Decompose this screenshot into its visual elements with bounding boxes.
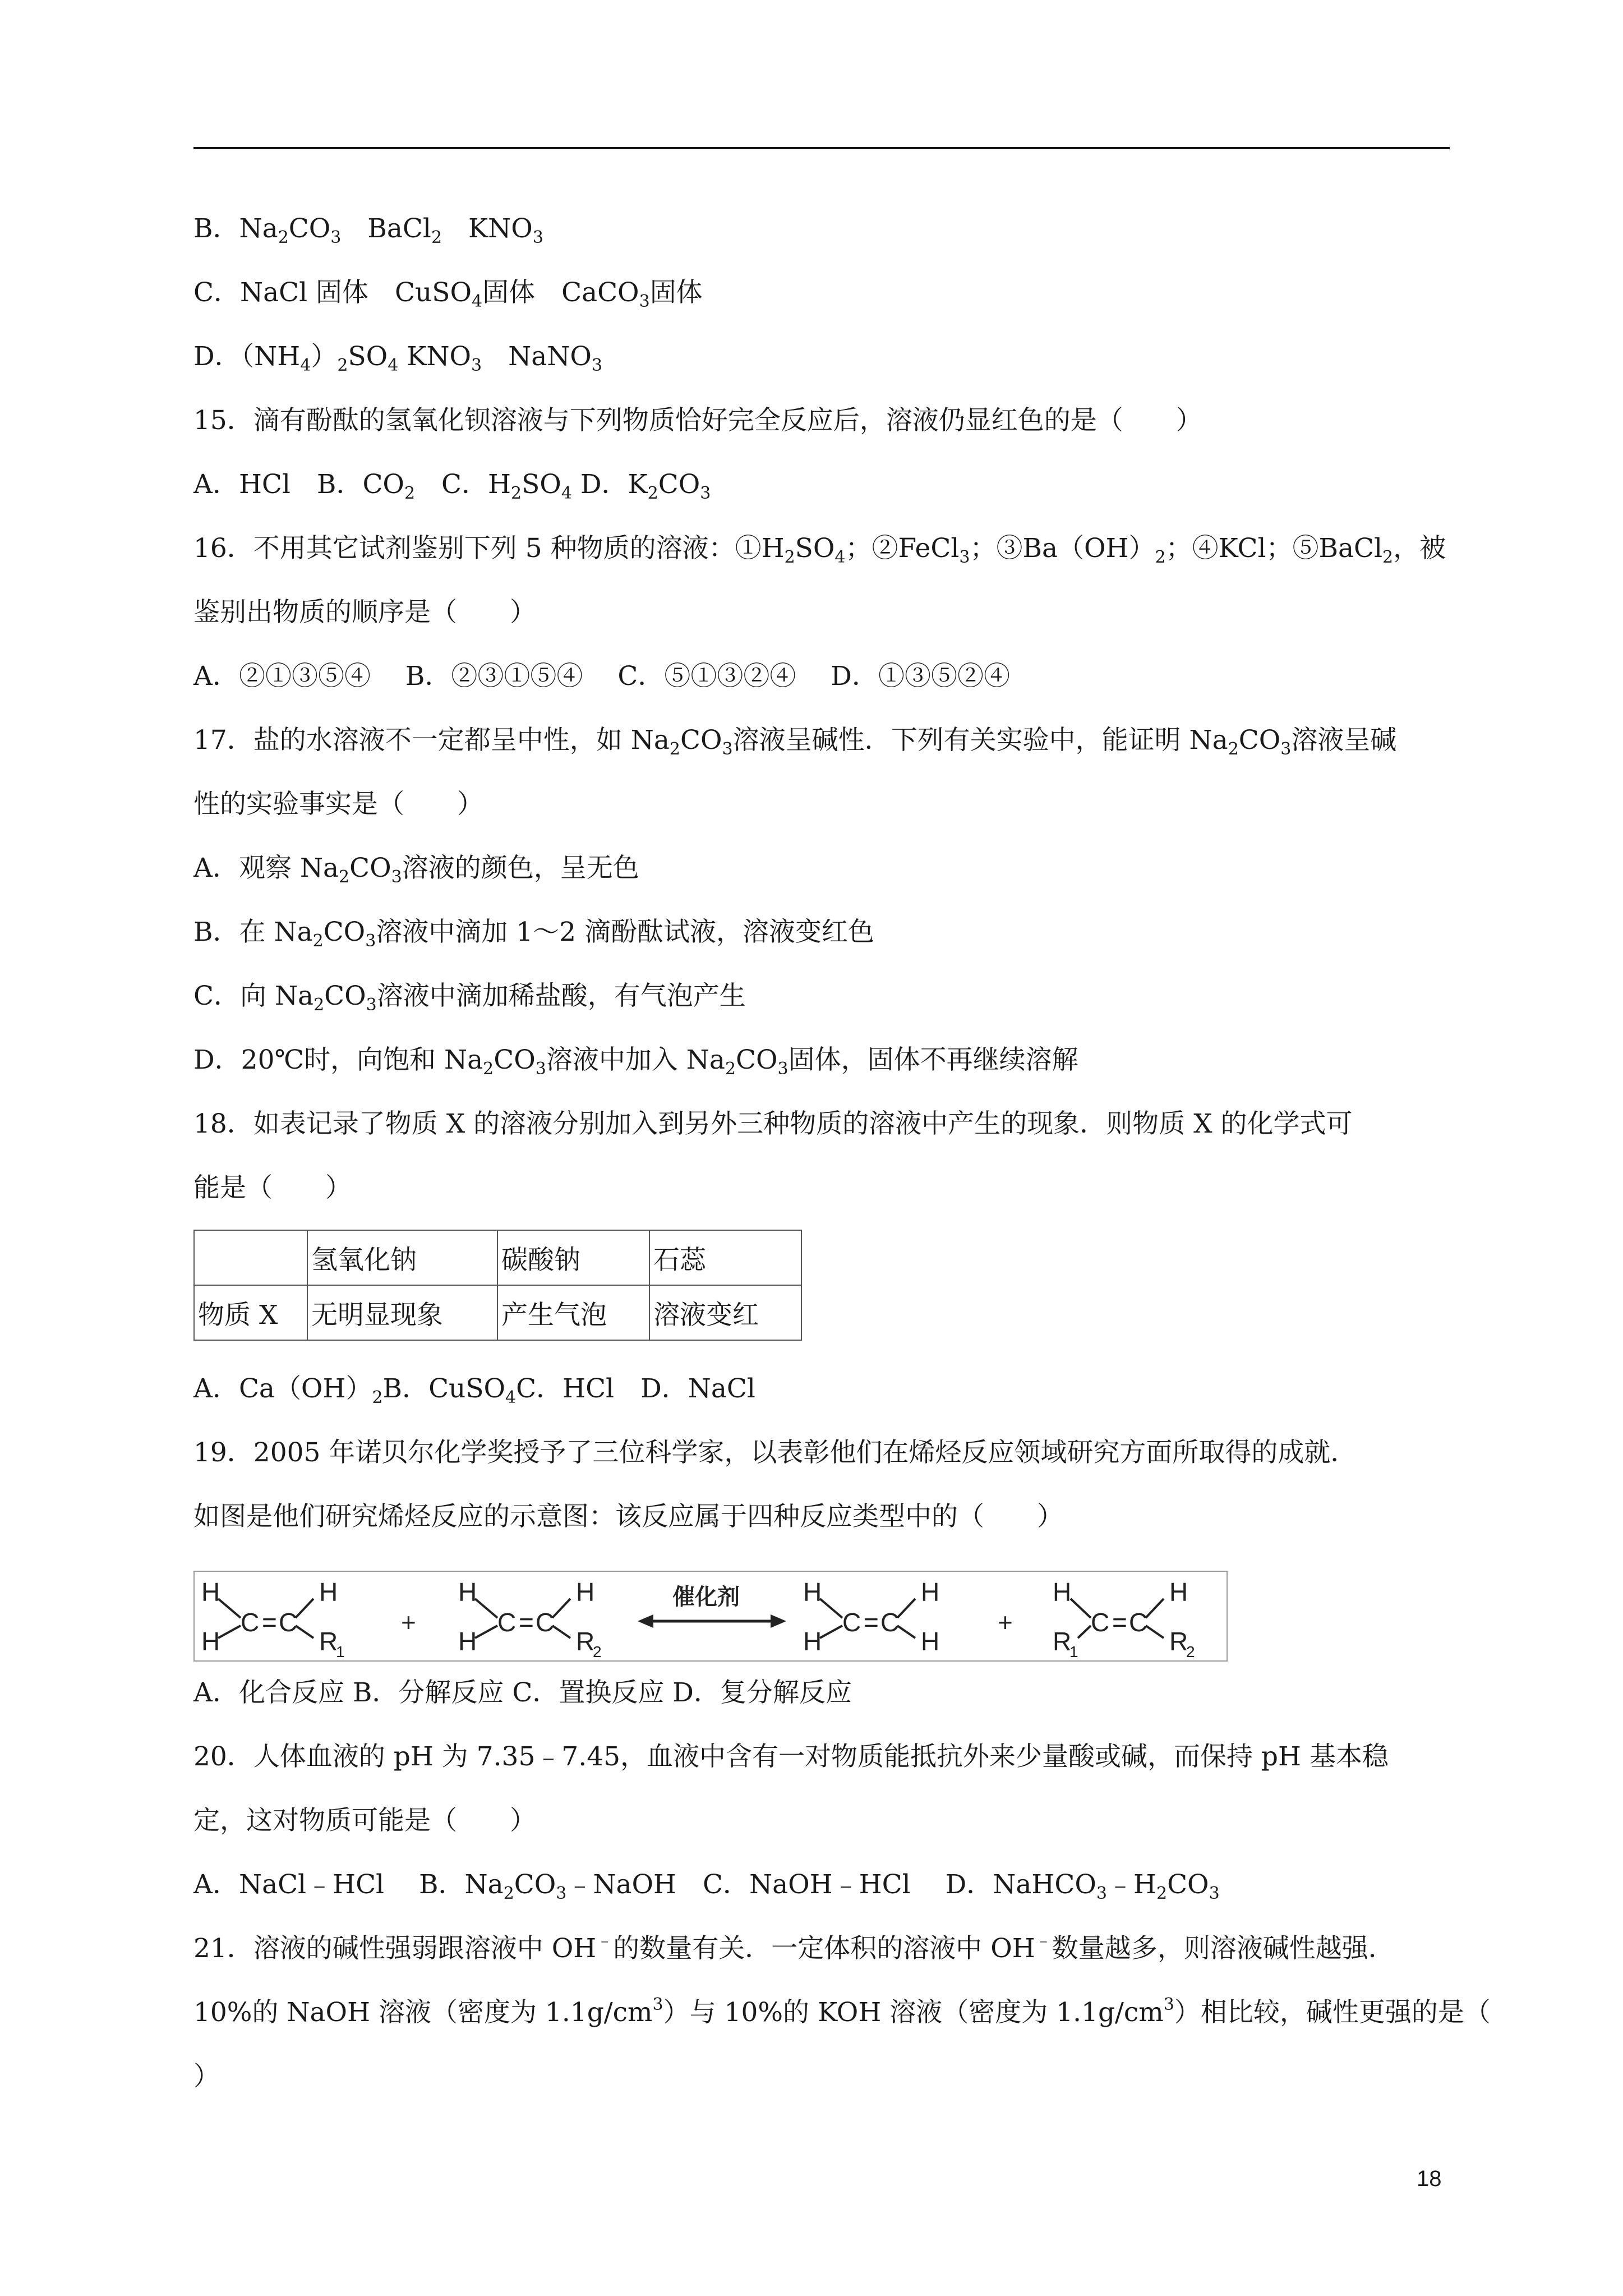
catalyst-label: 催化剂 (672, 1585, 740, 1609)
subscript: 3 (1209, 1884, 1220, 1903)
atom-label: R (576, 1627, 595, 1656)
atom-label: H (921, 1577, 940, 1607)
superscript: ﹣ (1035, 1931, 1052, 1950)
bond-line (820, 1626, 842, 1638)
text-run: KNO (398, 341, 472, 372)
atom-label: C (842, 1608, 861, 1637)
question-20 (193, 1740, 1389, 1774)
atom-subscript: 2 (593, 1643, 602, 1660)
question-17-option-c (193, 979, 746, 1013)
subscript: 3 (535, 1059, 546, 1079)
superscript: 3 (1163, 1995, 1174, 2014)
superscript: 3 (652, 1995, 663, 2014)
text-run: D．20℃时，向饱和 Na (193, 1045, 483, 1075)
question-17-option-a (193, 852, 639, 885)
table-header-row (194, 1230, 801, 1285)
question-15 (193, 404, 1202, 438)
atom-label: H (1169, 1577, 1188, 1607)
text-run: A．化合反应 B．分解反应 C．置换反应 D．复分解反应 (193, 1677, 852, 1708)
subscript: 3 (471, 356, 482, 375)
text-run: 17．盐的水溶液不一定都呈中性，如 Na (193, 725, 670, 756)
bond-line (897, 1599, 915, 1618)
subscript: 4 (388, 356, 399, 375)
atom-subscript: 1 (336, 1643, 345, 1660)
text-run: CO (349, 853, 391, 884)
text-run: 溶液的颜色，呈无色 (402, 853, 639, 884)
subscript: 3 (700, 484, 711, 503)
text-run: ；②FeCl (845, 533, 960, 564)
atom-label: R (1053, 1627, 1072, 1656)
text-run: 溶液中滴加稀盐酸，有气泡产生 (376, 981, 746, 1011)
bond-line (1146, 1599, 1164, 1618)
subscript: 2 (669, 739, 680, 759)
bond-label: = (262, 1608, 277, 1637)
olefin-metathesis-diagram (193, 1571, 1228, 1662)
subscript: 3 (722, 739, 733, 759)
text-run: ） (311, 341, 338, 372)
text-run: CO (514, 1869, 556, 1900)
atom-label: R (1169, 1627, 1188, 1656)
atom-label: H (458, 1627, 477, 1656)
bond-line (1071, 1599, 1091, 1618)
subscript: 3 (959, 547, 970, 567)
text-run: 数量越多，则溶液碱性越强． (1052, 1933, 1395, 1964)
subscript: 3 (330, 228, 342, 247)
table-cell: 产生气泡 (497, 1285, 649, 1340)
option-line (193, 340, 602, 374)
atom-label: C (1091, 1608, 1110, 1637)
text-run: 15．滴有酚酞的氢氧化钡溶液与下列物质恰好完全反应后，溶液仍显红色的是（ ） (193, 405, 1202, 436)
text-run: 鉴别出物质的顺序是（ ） (193, 597, 536, 628)
subscript: 3 (1280, 739, 1292, 759)
text-run: 溶液中滴加 1～2 滴酚酞试液，溶液变红色 (376, 917, 874, 947)
plus-sign: + (998, 1608, 1013, 1637)
question-19-cont (193, 1500, 1063, 1534)
subscript: 4 (300, 356, 311, 375)
text-run: CO (324, 981, 366, 1011)
question-19-options (193, 1676, 852, 1710)
question-21-cont (193, 1996, 1491, 2030)
question-20-cont (193, 1804, 536, 1838)
subscript: 2 (1156, 1884, 1168, 1903)
atom-subscript: 1 (1069, 1643, 1078, 1660)
text-run: C．HCl D．NaCl (516, 1373, 755, 1404)
question-16-cont (193, 596, 536, 629)
text-run: 性的实验事实是（ ） (193, 789, 483, 820)
atom-label: C (241, 1608, 260, 1637)
text-run: 20．人体血液的 pH 为 7.35﹣7.45，血液中含有一对物质能抵抗外来少量酸或碱，而保持 pH 基本稳 (193, 1741, 1389, 1772)
text-run: A．HCl B．CO (193, 469, 404, 500)
text-run: A．NaCl﹣HCl B．Na (193, 1869, 504, 1900)
text-run: 10%的 NaOH 溶液（密度为 1.1g/cm (193, 1997, 653, 2028)
page-number: 18 (1417, 2166, 1442, 2191)
arrow-head-left (638, 1614, 653, 1628)
bond-line (1078, 1626, 1091, 1638)
text-run: ） (193, 2061, 220, 2092)
text-run: SO (522, 469, 561, 500)
atom-label: H (576, 1577, 595, 1607)
superscript: ﹣ (596, 1931, 614, 1950)
bond-line (218, 1599, 241, 1618)
text-run: CO (288, 213, 331, 244)
question-20-options (193, 1868, 1220, 1902)
arrow-head-right (771, 1614, 786, 1628)
bond-label: = (519, 1608, 534, 1637)
question-15-options (193, 468, 711, 501)
text-run: C．H (415, 469, 511, 500)
subscript: 2 (278, 228, 289, 247)
text-run: 定，这对物质可能是（ ） (193, 1805, 536, 1836)
question-19 (193, 1436, 1357, 1470)
question-16-options (193, 660, 1010, 693)
subscript: 3 (1096, 1884, 1107, 1903)
subscript: 3 (366, 995, 377, 1015)
subscript: 2 (313, 995, 325, 1015)
subscript: 2 (337, 356, 348, 375)
text-run: SO (795, 533, 835, 564)
text-run: 溶液呈碱性．下列有关实验中，能证明 Na (732, 725, 1228, 756)
subscript: 3 (391, 867, 402, 887)
subscript: 2 (404, 484, 416, 503)
table-cell: 碳酸钠 (497, 1230, 649, 1285)
atom-label: H (201, 1627, 220, 1656)
bond-line (820, 1599, 842, 1618)
text-run: KNO (442, 213, 533, 244)
text-run: B．Na (193, 213, 278, 244)
text-run: B．CuSO (382, 1373, 506, 1404)
text-run: 21．溶液的碱性强弱跟溶液中 OH (193, 1933, 597, 1964)
text-run: CO (736, 1045, 778, 1075)
subscript: 2 (725, 1059, 736, 1079)
atom-label: H (319, 1577, 338, 1607)
subscript: 3 (365, 931, 376, 951)
subscript: 3 (639, 292, 650, 311)
text-run: 18．如表记录了物质 X 的溶液分别加入到另外三种物质的溶液中产生的现象．则物质 X 的化学式可 (193, 1108, 1353, 1139)
subscript: 3 (591, 356, 603, 375)
atom-label: C (497, 1608, 517, 1637)
table-cell: 溶液变红 (649, 1285, 801, 1340)
text-run: A．Ca（OH） (193, 1373, 372, 1404)
bond-line (897, 1626, 915, 1638)
subscript: 4 (834, 547, 846, 567)
text-run: CO (1238, 725, 1281, 756)
text-run: CO (658, 469, 700, 500)
table-row (194, 1285, 801, 1340)
question-18-cont (193, 1171, 352, 1205)
subscript: 3 (532, 228, 543, 247)
text-run: 19．2005 年诺贝尔化学奖授予了三位科学家，以表彰他们在烯烃反应领域研究方面所取得的成就． (193, 1437, 1357, 1468)
subscript: 3 (777, 1059, 789, 1079)
text-run: A．观察 Na (193, 853, 339, 884)
subscript: 3 (556, 1884, 567, 1903)
question-18 (193, 1107, 1352, 1141)
subscript: 2 (1228, 739, 1239, 759)
table-cell: 物质 X (194, 1285, 307, 1340)
atom-label: H (458, 1577, 477, 1607)
text-run: 如图是他们研究烯烃反应的示意图：该反应属于四种反应类型中的（ ） (193, 1501, 1063, 1532)
text-run: ）与 10%的 KOH 溶液（密度为 1.1g/cm (663, 1997, 1164, 2028)
atom-subscript: 2 (1186, 1643, 1195, 1660)
subscript: 2 (483, 1059, 494, 1079)
text-run: ﹣NaOH C．NaOH﹣HCl D．NaHCO (566, 1869, 1096, 1900)
text-run: ，被 (1393, 533, 1446, 564)
subscript: 2 (647, 484, 658, 503)
text-run: CO (680, 725, 722, 756)
table-cell (194, 1230, 307, 1285)
text-run: 能是（ ） (193, 1172, 352, 1203)
bond-line (1146, 1626, 1164, 1638)
question-18-options (193, 1372, 755, 1406)
text-run: BaCl (341, 213, 431, 244)
subscript: 2 (1155, 547, 1166, 567)
text-run: 固体，固体不再继续溶解 (788, 1045, 1078, 1075)
text-run: CO (323, 917, 366, 947)
atom-label: C (880, 1608, 900, 1637)
subscript: 2 (784, 547, 795, 567)
text-run: B．在 Na (193, 917, 313, 947)
subscript: 4 (472, 292, 483, 311)
bond-line (552, 1599, 570, 1618)
question-17-cont (193, 788, 483, 821)
subscript: 2 (431, 228, 442, 247)
bond-label: = (1112, 1608, 1127, 1637)
atom-label: C (536, 1608, 555, 1637)
option-line (193, 212, 543, 246)
text-run: ﹣H (1107, 1869, 1156, 1900)
subscript: 2 (1382, 547, 1394, 567)
text-run: 的数量有关．一定体积的溶液中 OH (613, 1933, 1035, 1964)
text-run: SO (348, 341, 388, 372)
atom-label: C (279, 1608, 298, 1637)
text-run: ；③Ba（OH） (970, 533, 1155, 564)
text-run: 固体 CaCO (482, 277, 639, 308)
atom-label: H (201, 1577, 220, 1607)
text-run: C．NaCl 固体 CuSO (193, 277, 472, 308)
text-run: 溶液中加入 Na (546, 1045, 725, 1075)
table-cell: 石蕊 (649, 1230, 801, 1285)
subscript: 2 (511, 484, 522, 503)
text-run: 溶液呈碱 (1291, 725, 1397, 756)
bond-line (218, 1626, 241, 1638)
subscript: 2 (372, 1388, 383, 1407)
question-16 (193, 532, 1446, 565)
text-run: A．②①③⑤④ B．②③①⑤④ C．⑤①③②④ D．①③⑤②④ (193, 661, 1010, 692)
text-run: D．（NH (193, 341, 301, 372)
bond-line (296, 1599, 313, 1618)
subscript: 2 (503, 1884, 514, 1903)
question-17-option-d (193, 1043, 1078, 1077)
bond-line (475, 1626, 497, 1638)
subscript: 2 (312, 931, 324, 951)
table-cell: 无明显现象 (307, 1285, 497, 1340)
text-run: 固体 (649, 277, 703, 308)
text-run: NaNO (482, 341, 592, 372)
text-run: CO (1167, 1869, 1209, 1900)
question-17-option-b (193, 915, 874, 949)
bond-line (475, 1599, 497, 1618)
text-run: 16．不用其它试剂鉴别下列 5 种物质的溶液：①H (193, 533, 785, 564)
subscript: 2 (339, 867, 350, 887)
atom-label: H (921, 1627, 940, 1656)
question-17 (193, 724, 1396, 757)
text-run: ）相比较，碱性更强的是（ (1174, 1997, 1491, 2028)
text-run: ；④KCl；⑤BaCl (1165, 533, 1383, 564)
plus-sign: + (401, 1608, 416, 1637)
subscript: 4 (561, 484, 572, 503)
option-line (193, 276, 703, 310)
atom-label: H (803, 1627, 822, 1656)
text-run: D．K (571, 469, 648, 500)
atom-label: H (803, 1577, 822, 1607)
question-21 (193, 1932, 1395, 1966)
header-rule (193, 147, 1450, 149)
reaction-table (193, 1230, 802, 1341)
atom-label: R (319, 1627, 338, 1656)
atom-label: C (1129, 1608, 1148, 1637)
bond-label: = (864, 1608, 879, 1637)
text-run: C．向 Na (193, 981, 314, 1011)
atom-label: H (1053, 1577, 1072, 1607)
question-21-cont-2 (193, 2060, 220, 2093)
subscript: 4 (505, 1388, 517, 1407)
bond-line (296, 1626, 313, 1638)
table-cell: 氢氧化钠 (307, 1230, 497, 1285)
bond-line (552, 1626, 570, 1638)
text-run: CO (494, 1045, 536, 1075)
